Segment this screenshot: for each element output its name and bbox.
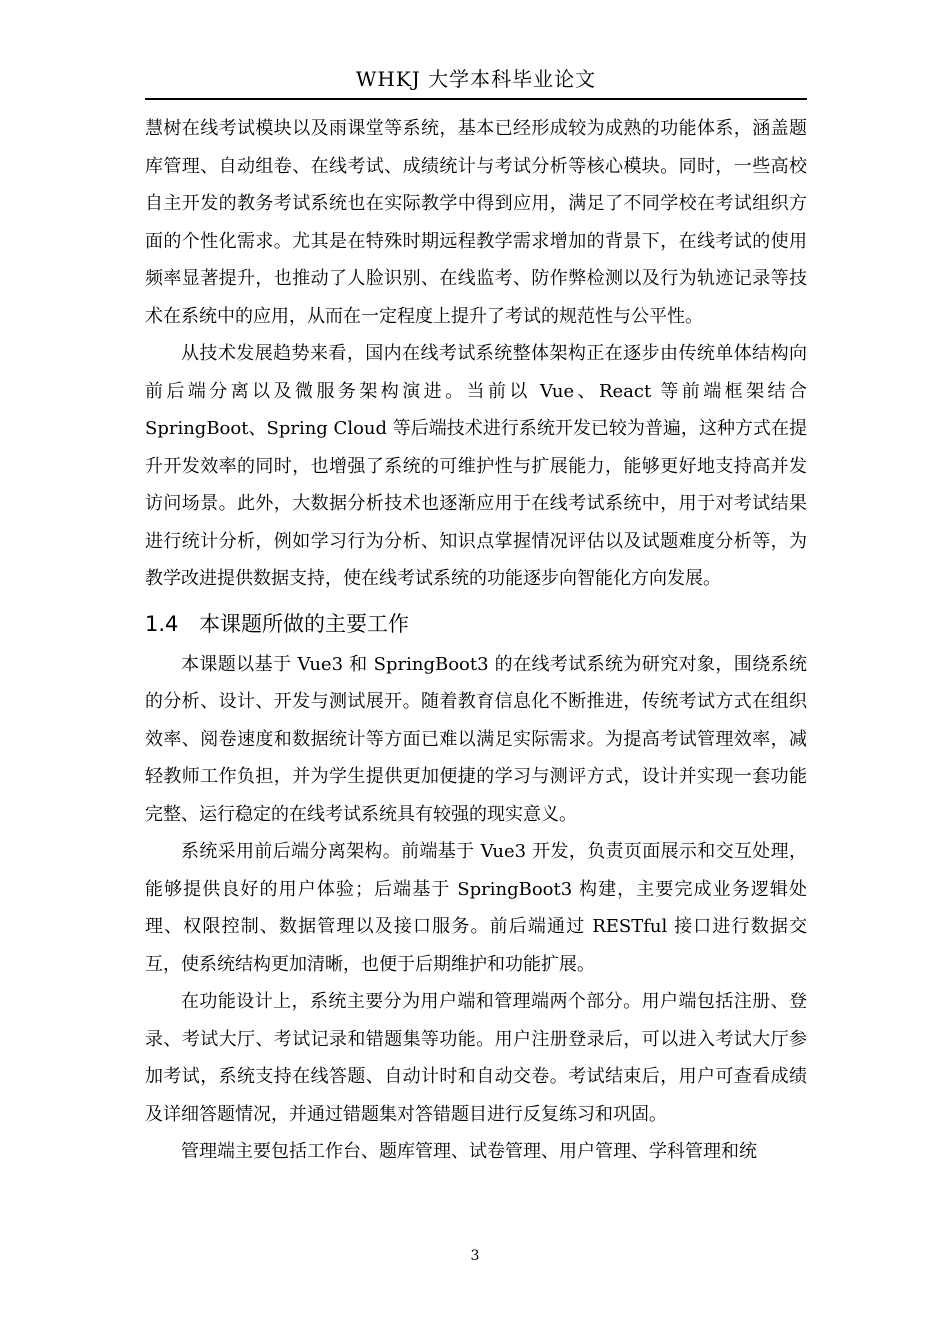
paragraph-user-functions: 在功能设计上，系统主要分为用户端和管理端两个部分。用户端包括注册、登录、考试大厅、考试记录和错题集等功能。用户注册登录后，可以进入考试大厅参加考试，系统支持在线答题、自动计时和自动交卷。考试结束后，用户可查看成绩及详细答题情况，并通过错题集对答错题目进行反复练习和巩固。 [145, 991, 807, 1125]
paragraph-architecture: 系统采用前后端分离架构。前端基于 Vue3 开发，负责页面展示和交互处理，能够提供良好的用户体验；后端基于 SpringBoot3 构建，主要完成业务逻辑处理、权限控制、数据管理以及接口服务。前后端通过 RESTful 接口进行数据交互，使系统结构更加清晰，也便于后期维护和功能扩展。 [145, 841, 807, 975]
running-header: WHKJ 大学本科毕业论文 [145, 62, 807, 100]
section-title: 本课题所做的主要工作 [199, 611, 409, 636]
section-heading [145, 602, 807, 646]
page-number: 3 [470, 1248, 480, 1264]
paragraph-admin-functions: 管理端主要包括工作台、题库管理、试卷管理、用户管理、学科管理和统 [181, 1141, 757, 1162]
section-number: 1.4 [145, 611, 179, 636]
paragraph-tech-trends: 从技术发展趋势来看，国内在线考试系统整体架构正在逐步由传统单体结构向前后端分离以及微服务架构演进。当前以 Vue、React 等前端框架结合 SpringBoot、Spring Cloud 等后端技术进行系统开发已较为普遍，这种方式在提升开发效率的同时，也增强了系统的可维护性与扩展能力，能够更好地支持高并发访问场景。此外，大数据分析技术也逐渐应用于在线考试系统中，用于对考试结果进行统计分析，例如学习行为分析、知识点掌握情况评估以及试题难度分析等，为教学改进提供数据支持，使在线考试系统的功能逐步向智能化方向发展。 [145, 343, 807, 589]
paragraph-intro-continued: 慧树在线考试模块以及雨课堂等系统，基本已经形成较为成熟的功能体系，涵盖题库管理、自动组卷、在线考试、成绩统计与考试分析等核心模块。同时，一些高校自主开发的教务考试系统也在实际教学中得到应用，满足了不同学校在考试组织方面的个性化需求。尤其是在特殊时期远程教学需求增加的背景下，在线考试的使用频率显著提升，也推动了人脸识别、在线监考、防作弊检测以及行为轨迹记录等技术在系统中的应用，从而在一定程度上提升了考试的规范性与公平性。 [145, 118, 807, 327]
page-body [145, 110, 807, 1171]
paragraph-project-overview: 本课题以基于 Vue3 和 SpringBoot3 的在线考试系统为研究对象，围绕系统的分析、设计、开发与测试展开。随着教育信息化不断推进，传统考试方式在组织效率、阅卷速度和数据统计等方面已难以满足实际需求。为提高考试管理效率，减轻教师工作负担，并为学生提供更加便捷的学习与测评方式，设计并实现一套功能完整、运行稳定的在线考试系统具有较强的现实意义。 [145, 653, 807, 825]
